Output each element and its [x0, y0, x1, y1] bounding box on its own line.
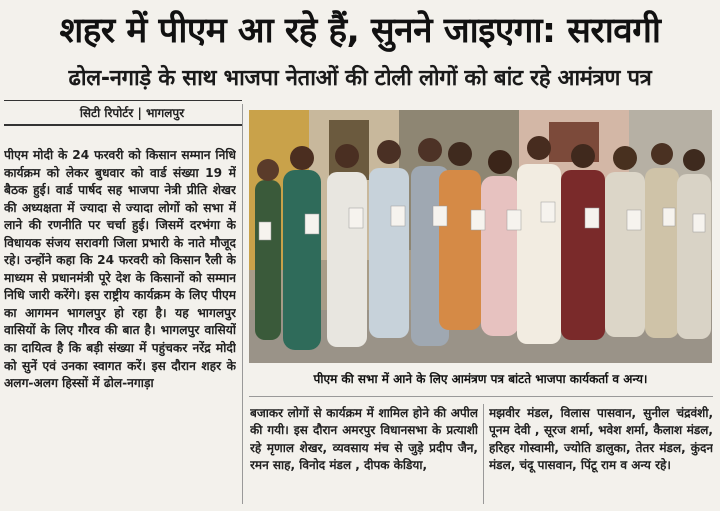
- byline: सिटी रिपोर्टर | भागलपुर: [79, 106, 185, 120]
- article-column-1: पीएम मोदी के 24 फरवरी को किसान सम्मान निधि कार्यक्रम को लेकर बुधवार को वार्ड संख्या 19 में बैठक हुई। वार्ड पार्षद सह भाजपा नेत्री प्रीति शेखर की अध्यक्षता में ज्यादा से ज्यादा लोगों को सभा में लाने की रणनीति पर चर्चा हुई। जिसमें दरभंगा के विधायक संजय सरावगी जिला प्रभारी के नाते मौजूद रहे। उन्होंने कहा कि 24 फरवरी को किसान रैली के माध्यम से प्रधानमंत्री पूरे देश के किसानों को सम्मान निधि जारी करेंगे। इस राष्ट्रीय कार्यक्रम के लिए पीएम का आगमन भागलपुर हो रहा है। यह भागलपुर वासियों के लिए गौरव की बात है। भागलपुर वासियों का दायित्व है कि बड़ी संख्या में पहुंचकर नरेंद्र मोदी को सुनें एवं उनका स्वागत करें। इस दौरान शहर के अलग-अलग हिस्सों में ढोल-नगाड़ा: [4, 148, 236, 391]
- headline: शहर में पीएम आ रहे हैं, सुनने जाइएगा: सरावगी: [59, 11, 661, 51]
- byline-rule: [4, 100, 242, 101]
- byline-rule-bottom: [4, 124, 242, 126]
- article-column-3: मझवीर मंडल, विलास पासवान, सुनील चंद्रवंशी, पूनम देवी , सूरज शर्मा, भवेश शर्मा, कैलाश मंडल, हरिहर गोस्वामी, ज्योति डालुका, तेतर मंडल, कुंदन मंडल, चंदू पासवान, पिंटू राम व अन्य रहे।: [489, 406, 713, 473]
- photo-caption: पीएम की सभा में आने के लिए आमंत्रण पत्र बांटते भाजपा कार्यकर्ता व अन्य।: [313, 372, 648, 386]
- subheadline: ढोल-नगाड़े के साथ भाजपा नेताओं की टोली लोगों को बांट रहे आमंत्रण पत्र: [68, 66, 652, 91]
- group-photo-illustration: [249, 110, 712, 363]
- news-photo: [249, 110, 712, 363]
- caption-rule: [249, 396, 713, 397]
- column-divider: [242, 104, 243, 504]
- column-divider-2: [483, 404, 484, 504]
- article-column-2: बजाकर लोगों से कार्यक्रम में शामिल होने की अपील की गयी। इस दौरान अमरपुर विधानसभा के प्रत्याशी रहे मृणाल शेखर, व्यवसाय मंच से जुड़े प्रदीप जैन, रमन साह, विनोद मंडल , दीपक केडिया,: [250, 406, 478, 473]
